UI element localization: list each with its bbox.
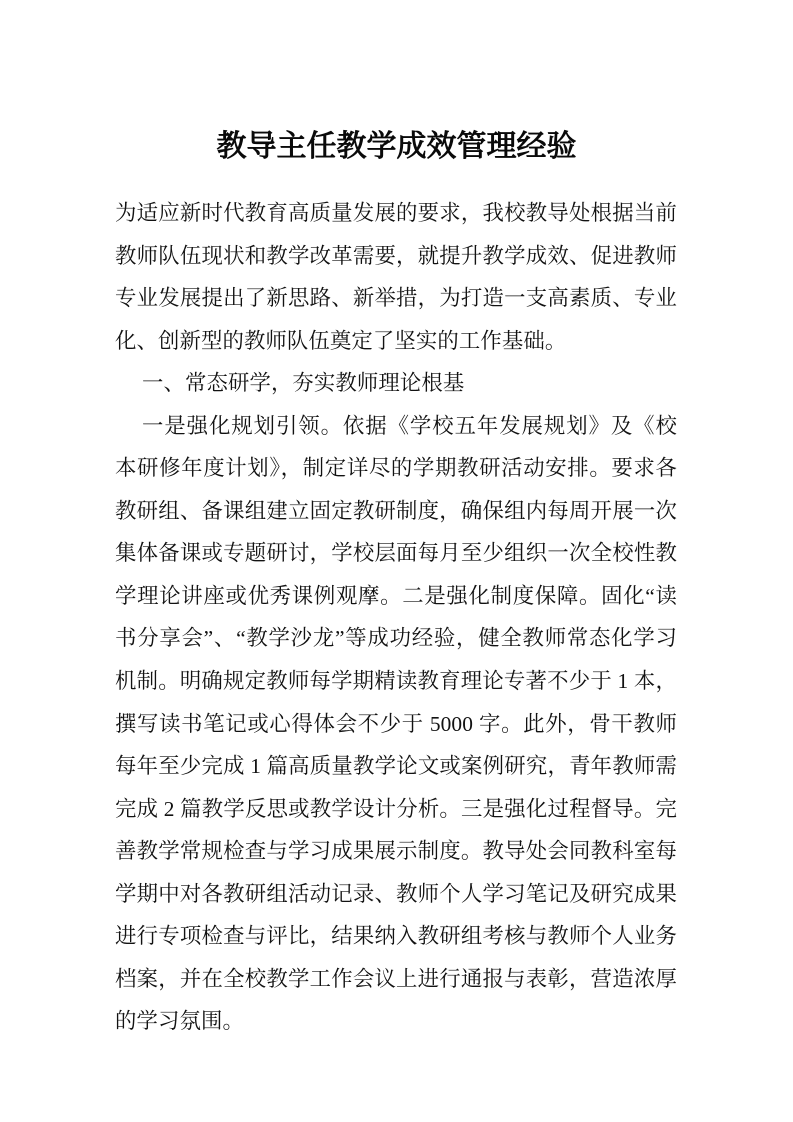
section-heading-1: 一、常态研学，夯实教师理论根基: [142, 371, 465, 396]
document-title: 教导主任教学成效管理经验: [216, 130, 577, 163]
document-body: [115, 192, 677, 1043]
paragraph-section-1-body: 一是强化规划引领。依据《学校五年发展规划》及《校本研修年度计划》，制定详尽的学期教研活动安排。要求各教研组、备课组建立固定教研制度，确保组内每周开展一次集体备课或专题研讨，学校层面每月至少组织一次全校性教学理论讲座或优秀课例观摩。二是强化制度保障。固化“读书分享会”、“教学沙龙”等成功经验，健全教师常态化学习机制。明确规定教师每学期精读教育理论专著不少于 1 本，撰写读书笔记或心得体会不少于 5000 字。此外，骨干教师每年至少完成 1 篇高质量教学论文或案例研究，青年教师需完成 2 篇教学反思或教学设计分析。三是强化过程督导。完善教学常规检查与学习成果展示制度。教导处会同教科室每学期中对各教研组活动记录、教师个人学习笔记及研究成果进行专项检查与评比，结果纳入教研组考核与教师个人业务档案，并在全校教学工作会议上进行通报与表彰，营造浓厚的学习氛围。: [115, 413, 677, 1034]
paragraph-intro: 为适应新时代教育高质量发展的要求，我校教导处根据当前教师队伍现状和教学改革需要，就提升教学成效、促进教师专业发展提出了新思路、新举措，为打造一支高素质、专业化、创新型的教师队伍奠定了坚实的工作基础。: [115, 201, 677, 353]
